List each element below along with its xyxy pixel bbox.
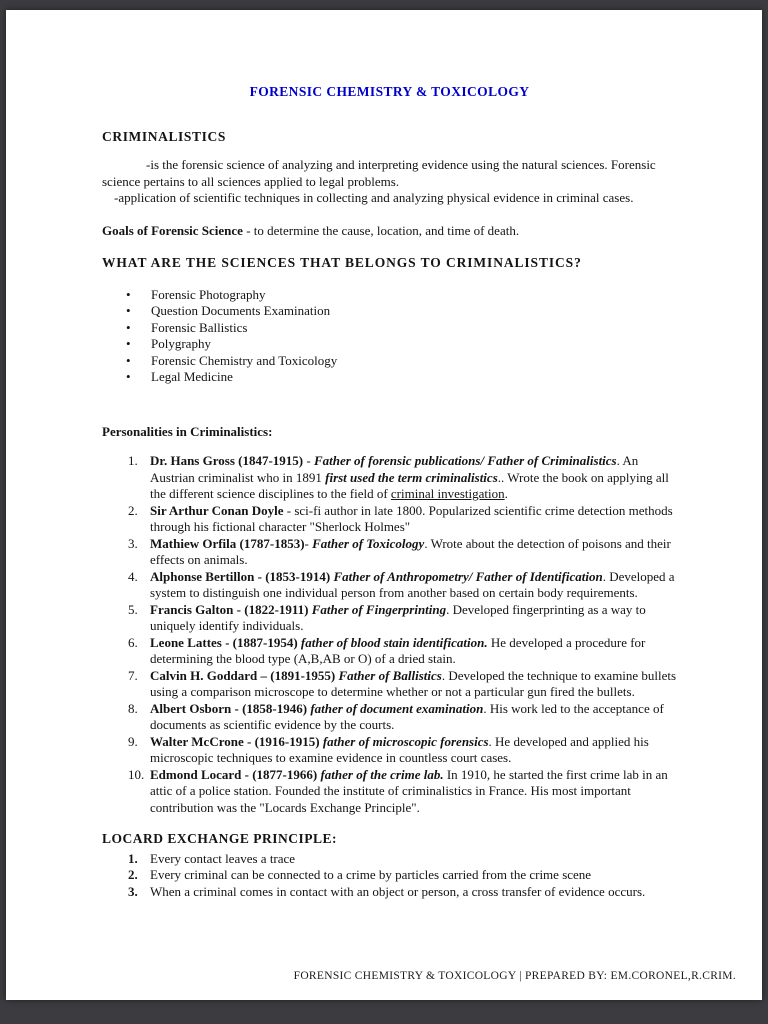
personality-text — [150, 503, 677, 536]
item-number: 7. — [128, 667, 138, 683]
personalities-list — [102, 453, 677, 816]
science-label: Forensic Ballistics — [151, 319, 248, 335]
item-number: 3. — [128, 883, 138, 899]
personality-text — [150, 635, 677, 668]
bullet-icon: • — [126, 319, 131, 335]
science-label: Polygraphy — [151, 336, 211, 351]
goals-text: - to determine the cause, location, and time of death. — [242, 222, 520, 238]
item-number: 6. — [128, 634, 138, 650]
document-page — [6, 10, 762, 1000]
text-segment: Father of Toxicology — [312, 535, 425, 551]
locard-text: Every criminal can be connected to a crime by particles carried from the crime scene — [150, 867, 592, 882]
item-number: 3. — [128, 535, 138, 551]
criminalistics-definition — [102, 157, 677, 207]
text-segment: Calvin H. Goddard – (1891-1955) — [150, 667, 339, 683]
text-segment: Father of Anthropometry/ Father of Identification — [333, 568, 603, 584]
science-list-item — [126, 320, 677, 337]
text-segment: He developed a procedure for determining the blood type (A,B,AB or O) of a dried stain. — [150, 634, 646, 666]
personality-text — [150, 701, 677, 734]
bullet-icon: • — [126, 286, 131, 302]
text-segment: Father of Fingerprinting — [311, 601, 447, 617]
text-segment: In 1910, he started the first crime lab in an attic of a police station. Founded the institute of criminalistics in France. His most important contribution was the "Locards Exchange Principle". — [150, 766, 668, 815]
locard-item — [128, 884, 677, 901]
science-list-item — [126, 336, 677, 353]
text-segment: . Wrote about the detection of poisons and their effects on animals. — [150, 535, 671, 567]
text-segment: . Developed the technique to examine bullets using a comparison microscope to determine whether or not a particular gun fired the bullets. — [150, 667, 677, 699]
criminalistics-definition-line-1: -is the forensic science of analyzing and interpreting evidence using the natural sciences. Forensic science pertains to all sciences applied to legal problems. — [102, 157, 656, 189]
bullet-icon: • — [126, 352, 131, 368]
item-number: 8. — [128, 700, 138, 716]
locard-heading: LOCARD EXCHANGE PRINCIPLE: — [102, 831, 338, 846]
personality-item — [128, 734, 677, 767]
goals-label: Goals of Forensic Science — [102, 222, 243, 238]
sciences-list — [102, 287, 677, 386]
text-segment: Sir Arthur Conan Doyle — [150, 502, 284, 518]
criminalistics-definition-line-2: -application of scientific techniques in collecting and analyzing physical evidence in criminal cases. — [114, 190, 634, 205]
text-segment: . Developed a system to distinguish one individual person from another based on certain body requirements. — [150, 568, 675, 600]
item-number: 5. — [128, 601, 138, 617]
personality-item — [128, 635, 677, 668]
text-segment: first used the term criminalistics — [325, 469, 498, 485]
bullet-icon: • — [126, 369, 131, 384]
text-segment: Leone Lattes - (1887-1954) — [150, 634, 301, 650]
text-segment: Francis Galton - (1822-1911) — [150, 601, 312, 617]
item-number: 1. — [128, 850, 138, 866]
locard-list — [102, 851, 677, 901]
personality-text — [150, 453, 677, 503]
page-footer: FORENSIC CHEMISTRY & TOXICOLOGY | PREPARED BY: EM.CORONEL,R.CRIM. — [293, 969, 736, 982]
science-list-item — [126, 369, 677, 386]
personality-item — [128, 668, 677, 701]
text-segment: father of blood stain identification. — [300, 634, 488, 650]
text-segment: criminal investigation — [390, 486, 505, 501]
item-number: 9. — [128, 733, 138, 749]
science-list-item — [126, 353, 677, 370]
locard-text: Every contact leaves a trace — [150, 850, 296, 866]
text-segment: father of document examination — [310, 700, 484, 716]
criminalistics-heading: CRIMINALISTICS — [102, 128, 226, 144]
personality-text — [150, 602, 677, 635]
goals-line — [102, 223, 677, 240]
sciences-heading: WHAT ARE THE SCIENCES THAT BELONGS TO CRIMINALISTICS? — [102, 255, 582, 270]
text-segment: .. Wrote the book on applying all the different science disciplines to the field of — [150, 469, 669, 501]
science-label: Forensic Photography — [151, 286, 266, 302]
text-segment: - — [304, 535, 313, 551]
science-label: Legal Medicine — [151, 369, 233, 384]
personality-text — [150, 569, 677, 602]
text-segment: father of the crime lab. — [320, 766, 444, 782]
personality-item — [128, 701, 677, 734]
personality-text — [150, 668, 677, 701]
bullet-icon: • — [126, 336, 131, 351]
text-segment: Dr. Hans Gross (1847-1915) — [150, 453, 304, 468]
locard-item — [128, 867, 677, 884]
text-segment: Mathiew Orfila (1787-1853) — [150, 535, 305, 551]
item-number: 2. — [128, 867, 138, 882]
personality-item — [128, 503, 677, 536]
text-segment: Albert Osborn - (1858-1946) — [150, 700, 311, 716]
text-segment: father of microscopic forensics — [322, 733, 489, 749]
text-segment: Father of forensic publications/ Father of Criminalistics — [313, 453, 617, 468]
item-number: 1. — [128, 453, 138, 468]
personality-text — [150, 734, 677, 767]
text-segment: . He developed and applied his microscopic techniques to examine evidence in countless court cases. — [150, 733, 649, 765]
text-segment: Alphonse Bertillon - (1853-1914) — [150, 568, 334, 584]
text-segment: . Developed fingerprinting as a way to uniquely identify individuals. — [150, 601, 646, 633]
text-segment: . An Austrian criminalist who in 1891 — [150, 453, 639, 485]
science-list-item — [126, 303, 677, 320]
science-label: Forensic Chemistry and Toxicology — [151, 352, 338, 368]
document-title: FORENSIC CHEMISTRY & TOXICOLOGY — [249, 84, 530, 99]
locard-item — [128, 851, 677, 868]
locard-text: When a criminal comes in contact with an object or person, a cross transfer of evidence occurs. — [150, 883, 646, 899]
personality-item — [128, 536, 677, 569]
text-segment: - sci-fi author in late 1800. Popularized scientific crime detection methods through his fictional character "Sherlock Holmes" — [150, 502, 673, 534]
science-list-item — [126, 287, 677, 304]
personality-text — [150, 767, 677, 817]
personality-item — [128, 569, 677, 602]
bullet-icon: • — [126, 303, 131, 318]
text-segment: Walter McCrone - (1916-1915) — [150, 733, 323, 749]
text-segment: . His work led to the acceptance of documents as scientific evidence by the courts. — [150, 700, 664, 732]
text-segment: Edmond Locard - (1877-1966) — [150, 766, 321, 782]
personalities-heading: Personalities in Criminalistics: — [102, 423, 273, 439]
personality-text — [150, 536, 677, 569]
personality-item — [128, 453, 677, 503]
text-segment: . — [504, 486, 508, 501]
text-segment: - — [303, 453, 314, 468]
text-segment: Father of Ballistics — [338, 667, 442, 683]
item-number: 2. — [128, 502, 138, 518]
personality-item — [128, 602, 677, 635]
item-number: 10. — [128, 766, 145, 782]
item-number: 4. — [128, 568, 138, 584]
personality-item — [128, 767, 677, 817]
science-label: Question Documents Examination — [151, 303, 331, 318]
